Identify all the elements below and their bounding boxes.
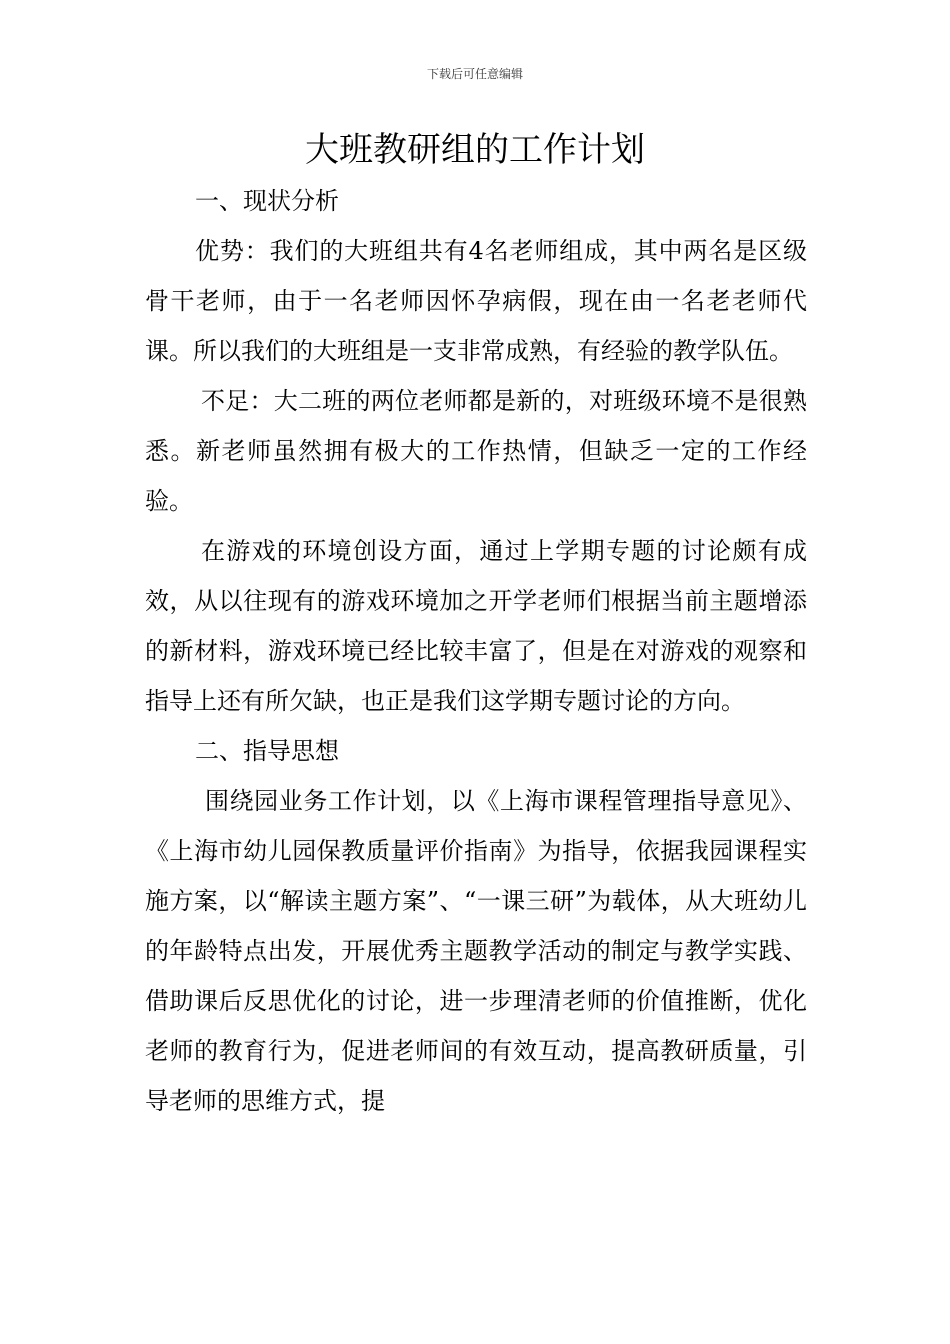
paragraph-advantages: 优势：我们的大班组共有4名老师组成，其中两名是区级骨干老师，由于一名老师因怀孕病假，现在由一名老老师代课。所以我们的大班组是一支非常成熟，有经验的教学队伍。 [145, 237, 807, 365]
section-heading-status: 一、现状分析 [195, 187, 339, 215]
paragraph-guiding-ideology: 围绕园业务工作计划，以《上海市课程管理指导意见》、《上海市幼儿园保教质量评价指南》为指导，依据我园课程实施方案，以“解读主题方案”、“一课三研”为载体，从大班幼儿的年龄特点出发，开展优秀主题教学活动的制定与教学实践、借助课后反思优化的讨论，进一步理清老师的价值推断，优化老师的教育行为，促进老师间的有效互动，提高教研质量，引导老师的思维方式，提 [145, 787, 807, 1115]
header-note: 下载后可任意编辑 [426, 67, 523, 81]
paragraph-game-environment: 在游戏的环境创设方面，通过上学期专题的讨论颇有成效，从以往现有的游戏环境加之开学老师们根据当前主题增添的新材料，游戏环境已经比较丰富了，但是在对游戏的观察和指导上还有所欠缺，也正是我们这学期专题讨论的方向。 [145, 537, 807, 715]
document-body [145, 176, 807, 1126]
paragraph-shortcomings: 不足：大二班的两位老师都是新的，对班级环境不是很熟悉。新老师虽然拥有极大的工作热情，但缺乏一定的工作经验。 [145, 387, 807, 515]
section-heading-guiding-ideology: 二、指导思想 [195, 737, 339, 765]
page-title: 大班教研组的工作计划 [305, 130, 645, 170]
